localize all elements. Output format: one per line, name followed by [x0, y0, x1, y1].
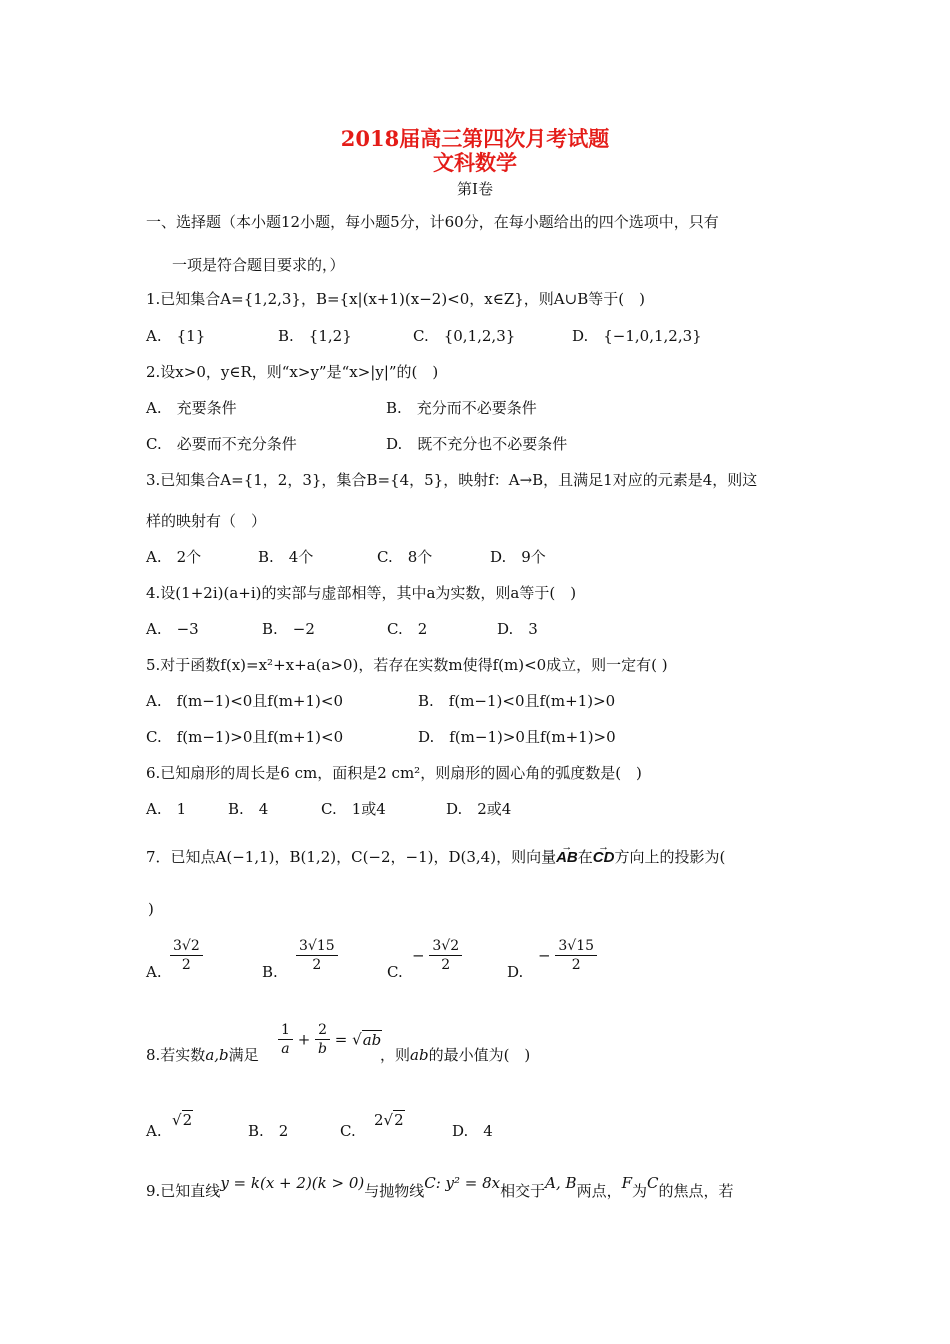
q8-option-c-value: 2√2: [374, 1111, 404, 1129]
question-7-stem: 7．已知点A(−1,1)，B(1,2)，C(−2，−1)，D(3,4)，则向量→ AB在→ CD方向上的投影为(: [146, 847, 725, 868]
question-9-stem: 9.已知直线y = k(x + 2)(k > 0)与抛物线C: y² = 8x相交于A, B两点，F为C的焦点，若: [146, 1174, 734, 1200]
q1-option-a: A. {1}: [146, 327, 206, 345]
q1-option-c: C. {0,1,2,3}: [413, 327, 516, 345]
q5-option-d: D. f(m−1)>0且f(m+1)>0: [418, 728, 616, 746]
line-equation: y = k(x + 2)(k > 0): [220, 1174, 365, 1192]
exam-subtitle: 文科数学: [433, 150, 517, 175]
q7-option-b-value: $\frac{3√15}{2}$: [296, 938, 338, 973]
q7-option-a-label: A.: [146, 963, 162, 981]
parabola-equation: C: y² = 8x: [424, 1174, 501, 1192]
q8-option-a-value: √2: [172, 1111, 193, 1129]
q8-option-c-label: C.: [340, 1122, 356, 1140]
q5-option-a: A. f(m−1)<0且f(m+1)<0: [146, 692, 344, 710]
q5-option-c: C. f(m−1)>0且f(m+1)<0: [146, 728, 344, 746]
question-6-stem: 6.已知扇形的周长是6 cm，面积是2 cm²，则扇形的圆心角的弧度数是( ): [146, 764, 642, 782]
q7-option-d-value: − $\frac{3√15}{2}$: [538, 938, 597, 973]
question-8-stem-end: ，则ab的最小值为( ): [380, 1046, 531, 1064]
q2-option-c: C. 必要而不充分条件: [146, 435, 297, 453]
q7-option-b-label: B.: [262, 963, 278, 981]
section-instructions-cont: 一项是符合题目要求的，）: [172, 256, 345, 274]
question-7-stem-close: ): [148, 900, 154, 918]
q8-option-b: B. 2: [248, 1122, 289, 1140]
exam-title: 2018届高三第四次月考试题: [340, 126, 610, 151]
q4-option-c: C. 2: [387, 620, 428, 638]
q7-option-a-value: $\frac{3√2}{2}$: [170, 938, 203, 973]
question-1-stem: 1.已知集合A={1,2,3}，B={x|(x+1)(x−2)<0，x∈Z}，则A∪B等于( ): [146, 290, 645, 308]
section-instructions: 一、选择题（本小题12小题，每小题5分，计60分，在每小题给出的四个选项中，只有: [146, 213, 719, 231]
q2-option-b: B. 充分而不必要条件: [386, 399, 537, 417]
q6-option-a: A. 1: [146, 800, 187, 818]
vector-ab: → AB: [556, 849, 578, 866]
question-8-stem: 8.若实数a,b满足: [146, 1046, 259, 1064]
question-3-stem-cont: 样的映射有（ ）: [146, 512, 267, 530]
q3-option-a: A. 2个: [146, 548, 202, 566]
q8-option-d: D. 4: [452, 1122, 493, 1140]
question-2-stem: 2.设x>0，y∈R，则“x>y”是“x>|y|”的( ): [146, 363, 439, 381]
question-4-stem: 4.设(1+2i)(a+i)的实部与虚部相等，其中a为实数，则a等于( ): [146, 584, 577, 602]
q4-option-b: B. −2: [262, 620, 315, 638]
q4-option-a: A. −3: [146, 620, 199, 638]
q3-option-d: D. 9个: [490, 548, 546, 566]
q4-option-d: D. 3: [497, 620, 538, 638]
q7-option-c-value: − $\frac{3√2}{2}$: [412, 938, 462, 973]
q8-equation: $\frac{1}{a}$ + $\frac{2}{b}$ = √ab: [278, 1022, 382, 1057]
q5-option-b: B. f(m−1)<0且f(m+1)>0: [418, 692, 616, 710]
q6-option-d: D. 2或4: [446, 800, 512, 818]
q1-option-b: B. {1,2}: [278, 327, 352, 345]
question-5-stem: 5.对于函数f(x)=x²+x+a(a>0)，若存在实数m使得f(m)<0成立，则一定有( ): [146, 656, 668, 674]
q3-option-c: C. 8个: [377, 548, 433, 566]
q6-option-b: B. 4: [228, 800, 269, 818]
q8-option-a-label: A.: [146, 1122, 162, 1140]
volume-label: 第Ⅰ卷: [457, 180, 493, 198]
question-3-stem: 3.已知集合A={1，2，3}，集合B={4，5}，映射f：A→B，且满足1对应的元素是4，则这: [146, 471, 758, 489]
q6-option-c: C. 1或4: [321, 800, 386, 818]
q7-option-d-label: D.: [507, 963, 524, 981]
q1-option-d: D. {−1,0,1,2,3}: [572, 327, 702, 345]
q2-option-a: A. 充要条件: [146, 399, 237, 417]
q3-option-b: B. 4个: [258, 548, 314, 566]
vector-cd: → CD: [593, 849, 615, 866]
q7-option-c-label: C.: [387, 963, 403, 981]
q2-option-d: D. 既不充分也不必要条件: [386, 435, 568, 453]
